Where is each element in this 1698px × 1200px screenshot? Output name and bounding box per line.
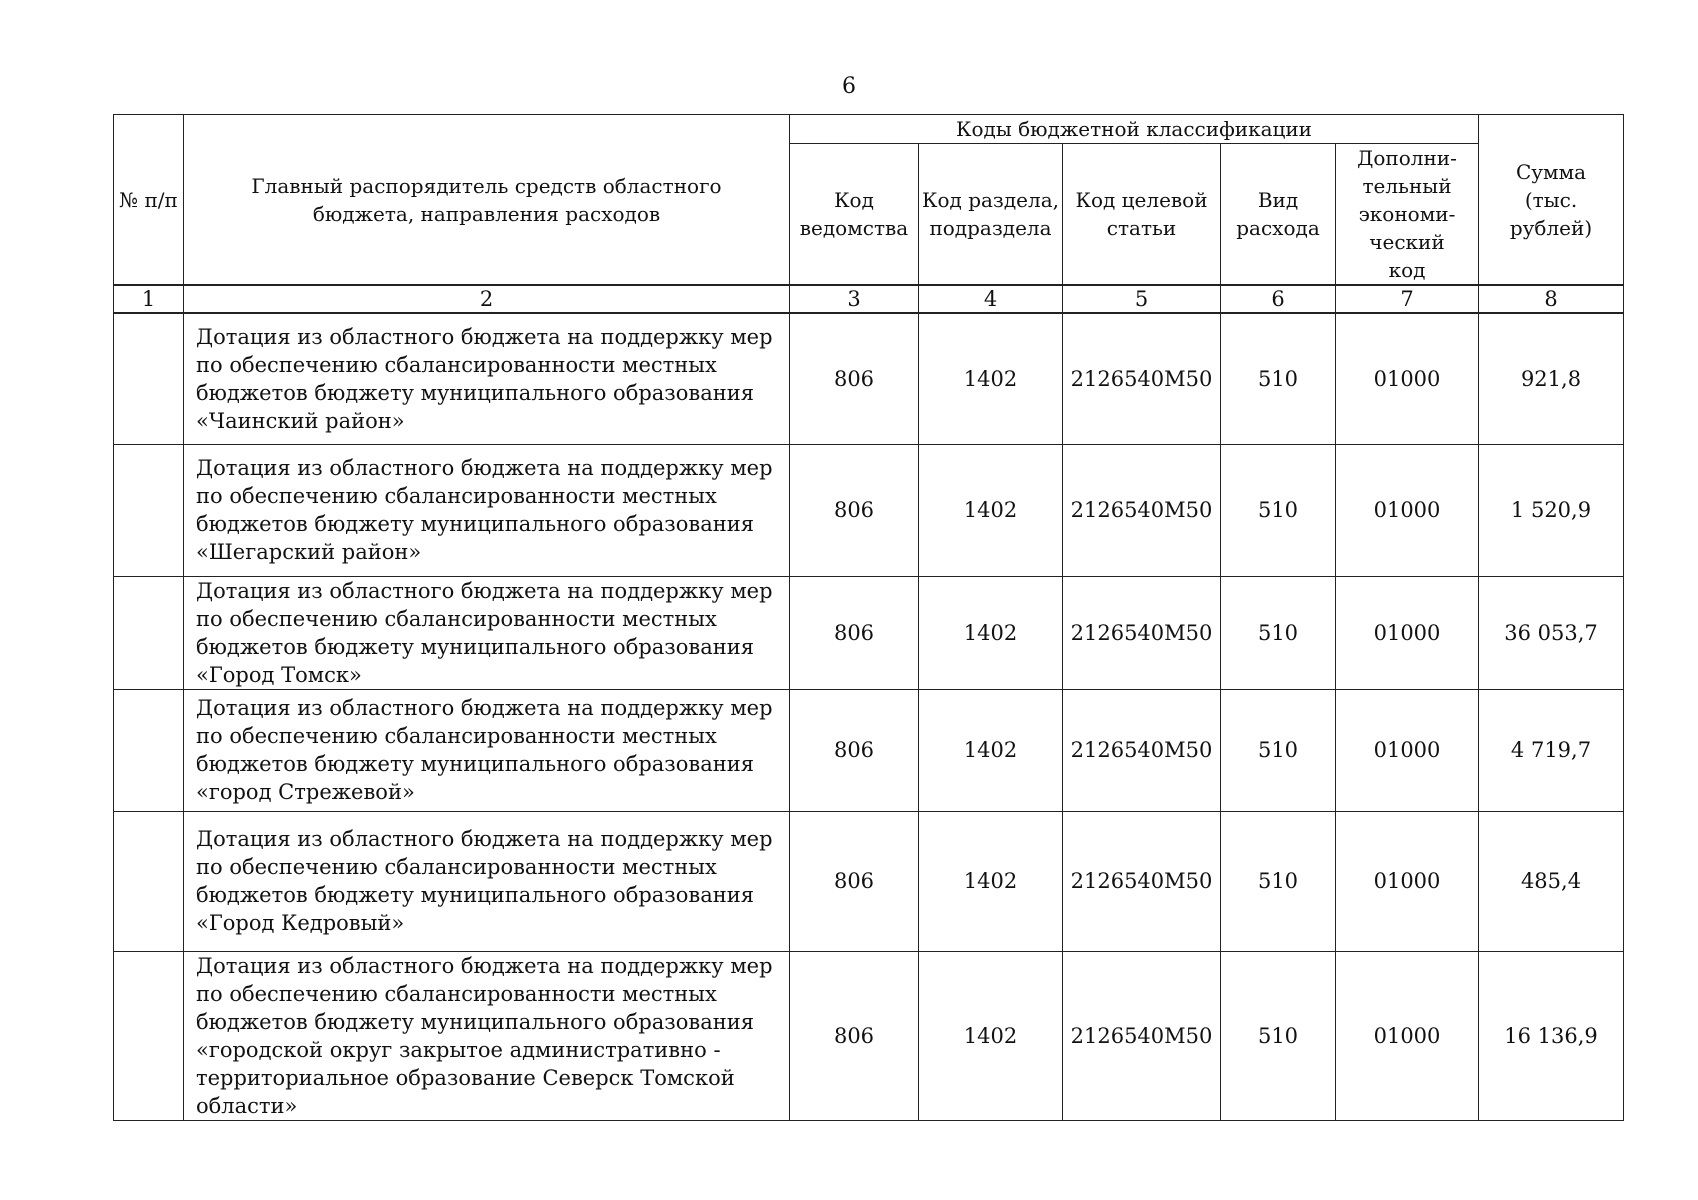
header-section-code: Код раздела, подраздела xyxy=(919,144,1063,286)
table-row xyxy=(114,689,1624,811)
row-section-code-cell: 1402 xyxy=(919,313,1063,444)
row-description-cell: Дотация из областного бюджета на поддержку мер по обеспечению сбалансированности местных бюджетов бюджету муниципального образования «Шегарский район» xyxy=(184,444,790,576)
budget-table xyxy=(113,114,1624,1121)
row-section-code-cell: 1402 xyxy=(919,576,1063,689)
header-department-code: Код ведомства xyxy=(790,144,919,286)
row-description-cell: Дотация из областного бюджета на поддержку мер по обеспечению сбалансированности местных бюджетов бюджету муниципального образования «городской округ закрытое административно - территориальное образование Северск Томской области» xyxy=(184,951,790,1120)
row-sum-cell: 16 136,9 xyxy=(1479,951,1624,1120)
header-main-distributor: Главный распорядитель средств областного бюджета, направления расходов xyxy=(184,115,790,286)
row-target-code-cell: 2126540М50 xyxy=(1063,689,1221,811)
table-row xyxy=(114,811,1624,951)
header-expense-type: Вид расхода xyxy=(1221,144,1336,286)
column-number: 2 xyxy=(184,285,790,313)
row-description-cell: Дотация из областного бюджета на поддержку мер по обеспечению сбалансированности местных бюджетов бюджету муниципального образования «город Стрежевой» xyxy=(184,689,790,811)
row-sum-cell: 36 053,7 xyxy=(1479,576,1624,689)
row-section-code-cell: 1402 xyxy=(919,444,1063,576)
column-number: 5 xyxy=(1063,285,1221,313)
row-expense-type-cell: 510 xyxy=(1221,444,1336,576)
row-description-cell: Дотация из областного бюджета на поддержку мер по обеспечению сбалансированности местных бюджетов бюджету муниципального образования «Город Кедровый» xyxy=(184,811,790,951)
page-number: 6 xyxy=(842,74,856,99)
table-header xyxy=(114,115,1624,314)
column-number: 4 xyxy=(919,285,1063,313)
row-economic-code-cell: 01000 xyxy=(1336,444,1479,576)
table-row xyxy=(114,951,1624,1120)
header-budget-codes-group: Коды бюджетной классификации xyxy=(790,115,1479,144)
row-number-cell xyxy=(114,444,184,576)
row-target-code-cell: 2126540М50 xyxy=(1063,313,1221,444)
row-target-code-cell: 2126540М50 xyxy=(1063,811,1221,951)
header-target-code: Код целевой статьи xyxy=(1063,144,1221,286)
column-number: 7 xyxy=(1336,285,1479,313)
row-number-cell xyxy=(114,313,184,444)
column-number: 3 xyxy=(790,285,919,313)
row-expense-type-cell: 510 xyxy=(1221,689,1336,811)
row-number-cell xyxy=(114,811,184,951)
row-section-code-cell: 1402 xyxy=(919,689,1063,811)
table-row xyxy=(114,576,1624,689)
column-number: 1 xyxy=(114,285,184,313)
column-number: 8 xyxy=(1479,285,1624,313)
column-numbers-row xyxy=(114,285,1624,313)
header-sum: Сумма (тыс. рублей) xyxy=(1479,115,1624,286)
row-number-cell xyxy=(114,576,184,689)
table-body xyxy=(114,313,1624,1120)
row-target-code-cell: 2126540М50 xyxy=(1063,444,1221,576)
row-economic-code-cell: 01000 xyxy=(1336,811,1479,951)
header-economic-code: Дополни-тельный экономи-ческий код xyxy=(1336,144,1479,286)
row-sum-cell: 485,4 xyxy=(1479,811,1624,951)
row-economic-code-cell: 01000 xyxy=(1336,951,1479,1120)
row-number-cell xyxy=(114,689,184,811)
row-number-cell xyxy=(114,951,184,1120)
row-sum-cell: 1 520,9 xyxy=(1479,444,1624,576)
row-department-code-cell: 806 xyxy=(790,444,919,576)
row-department-code-cell: 806 xyxy=(790,951,919,1120)
row-department-code-cell: 806 xyxy=(790,576,919,689)
row-economic-code-cell: 01000 xyxy=(1336,313,1479,444)
row-description-cell: Дотация из областного бюджета на поддержку мер по обеспечению сбалансированности местных бюджетов бюджету муниципального образования «Чаинский район» xyxy=(184,313,790,444)
row-section-code-cell: 1402 xyxy=(919,951,1063,1120)
row-section-code-cell: 1402 xyxy=(919,811,1063,951)
row-expense-type-cell: 510 xyxy=(1221,811,1336,951)
table-row xyxy=(114,444,1624,576)
row-economic-code-cell: 01000 xyxy=(1336,576,1479,689)
row-expense-type-cell: 510 xyxy=(1221,951,1336,1120)
row-target-code-cell: 2126540М50 xyxy=(1063,576,1221,689)
row-department-code-cell: 806 xyxy=(790,811,919,951)
row-expense-type-cell: 510 xyxy=(1221,576,1336,689)
row-target-code-cell: 2126540М50 xyxy=(1063,951,1221,1120)
row-department-code-cell: 806 xyxy=(790,313,919,444)
row-department-code-cell: 806 xyxy=(790,689,919,811)
row-description-cell: Дотация из областного бюджета на поддержку мер по обеспечению сбалансированности местных бюджетов бюджету муниципального образования «Город Томск» xyxy=(184,576,790,689)
column-number: 6 xyxy=(1221,285,1336,313)
row-sum-cell: 921,8 xyxy=(1479,313,1624,444)
row-expense-type-cell: 510 xyxy=(1221,313,1336,444)
table-row xyxy=(114,313,1624,444)
row-economic-code-cell: 01000 xyxy=(1336,689,1479,811)
row-sum-cell: 4 719,7 xyxy=(1479,689,1624,811)
header-number: № п/п xyxy=(114,115,184,286)
